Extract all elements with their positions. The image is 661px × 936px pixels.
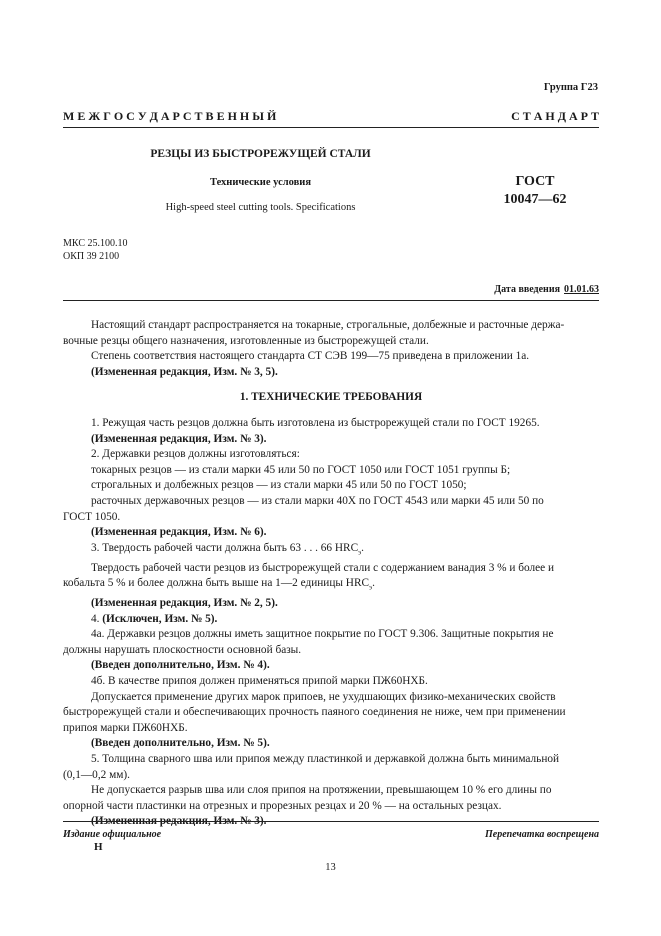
page-number: 13 (325, 862, 336, 873)
clause-2: 2. Державки резцов должны изготовляться: (91, 448, 300, 461)
mks-code: МКС 25.100.10 (63, 238, 128, 249)
clause-5-text: опорной части пластинки на отрезных и прорезных резцах и 20 % — на остальных резцах. (63, 799, 502, 812)
clause-2-item: ГОСТ 1050. (63, 510, 121, 523)
banner-interstate: М Е Ж Г О С У Д А Р С Т В Е Н Н Ы Й (63, 109, 277, 123)
clause-5-text: Не допускается разрыв шва или слоя припоя на протяжении, превышающем 10 % его длины по (91, 784, 552, 797)
amendment-note: (Введен дополнительно, Изм. № 4). (91, 659, 270, 672)
clause-2-item: расточных державочных резцов — из стали марки 40Х по ГОСТ 4543 или марки 45 или 50 по (91, 494, 544, 507)
banner-standard: С Т А Н Д А Р Т (511, 109, 599, 123)
clause-5: (0,1—0,2 мм). (63, 768, 131, 781)
clause-2-item: токарных резцов — из стали марки 45 или 50 по ГОСТ 1050 или ГОСТ 1051 группы Б; (91, 463, 511, 476)
header-rule (63, 300, 599, 301)
clause-4b-text: быстрорежущей стали и обеспечивающих прочность паяного соединения не ниже, чем при применении (63, 706, 566, 719)
standard-banner (63, 109, 599, 124)
amendment-note: (Измененная редакция, Изм. № 2, 5). (91, 597, 278, 609)
reprint-prohibited: Перепечатка воспрещена (485, 829, 599, 840)
clause-2-item: строгальных и долбежных резцов — из стали марки 45 или 50 по ГОСТ 1050; (91, 479, 467, 492)
clause-4: 4. (Исключен, Изм. № 5). (91, 612, 218, 625)
group-code: Группа Г23 (543, 82, 598, 93)
document-subtitle: Технические условия (209, 177, 312, 188)
amendment-note: (Измененная редакция, Изм. № 3). (91, 815, 267, 828)
classification-codes (63, 237, 127, 263)
introduction-date (494, 284, 599, 295)
clause-3-text: кобальта 5 % и более должна быть выше на 1—2 единицы $HRC_э$. (63, 577, 375, 592)
gost-designation (470, 173, 600, 209)
intro-date-label: Дата введения (494, 284, 560, 295)
amendment-note: (Введен дополнительно, Изм. № 5). (91, 737, 270, 750)
okp-code: ОКП 39 2100 (63, 251, 120, 262)
english-title: High-speed steel cutting tools. Specifications (165, 202, 356, 213)
clause-1: 1. Режущая часть резцов должна быть изготовлена из быстрорежущей стали по ГОСТ 19265. (91, 416, 540, 429)
amendment-note: (Измененная редакция, Изм. № 3). (91, 432, 267, 445)
clause-4a: 4а. Державки резцов должны иметь защитное покрытие по ГОСТ 9.306. Защитные покрытия не (91, 628, 554, 641)
clause-4b-text: Допускается применение других марок припоев, не ухудшающих физико-механических свойств (91, 690, 556, 703)
paragraph: вочные резцы общего назначения, изготовленные из быстрорежущей стали. (63, 334, 429, 347)
footer-rule (63, 821, 599, 822)
intro-date-value: 01.01.63 (564, 284, 599, 295)
clause-3-text: Твердость рабочей части резцов из быстрорежущей стали с содержанием ванадия 3 % и более и (91, 561, 555, 574)
paragraph: Степень соответствия настоящего стандарта СТ СЭВ 199—75 приведена в приложении 1а. (91, 350, 530, 363)
clause-3: 3. Твердость рабочей части должна быть 63 . . . 66 $HRC_э$. (91, 541, 364, 556)
clause-4b-text: припоя марки ПЖ60НХБ. (63, 721, 188, 734)
section-heading: 1. ТЕХНИЧЕСКИЕ ТРЕБОВАНИЯ (239, 391, 423, 404)
gost-label: ГОСТ (515, 174, 555, 189)
document-title: РЕЗЦЫ ИЗ БЫСТРОРЕЖУЩЕЙ СТАЛИ (150, 148, 371, 160)
amendment-note: (Измененная редакция, Изм. № 3, 5). (91, 365, 278, 378)
clause-4b: 4б. В качестве припоя должен применяться припой марки ПЖ60НХБ. (91, 674, 428, 687)
official-edition: Издание официальное (63, 829, 162, 840)
clause-4a: должны нарушать плоскостности основной базы. (63, 643, 302, 656)
document-body (63, 318, 599, 830)
edition-mark: Н (94, 841, 103, 853)
gost-number: 10047—62 (503, 192, 567, 207)
paragraph: Настоящий стандарт распространяется на токарные, строгальные, долбежные и расточные держа- (91, 319, 565, 331)
amendment-note: (Измененная редакция, Изм. № 6). (91, 526, 267, 539)
banner-rule (63, 127, 599, 128)
clause-5: 5. Толщина сварного шва или припоя между пластинкой и державкой должна быть минимальной (91, 752, 560, 765)
